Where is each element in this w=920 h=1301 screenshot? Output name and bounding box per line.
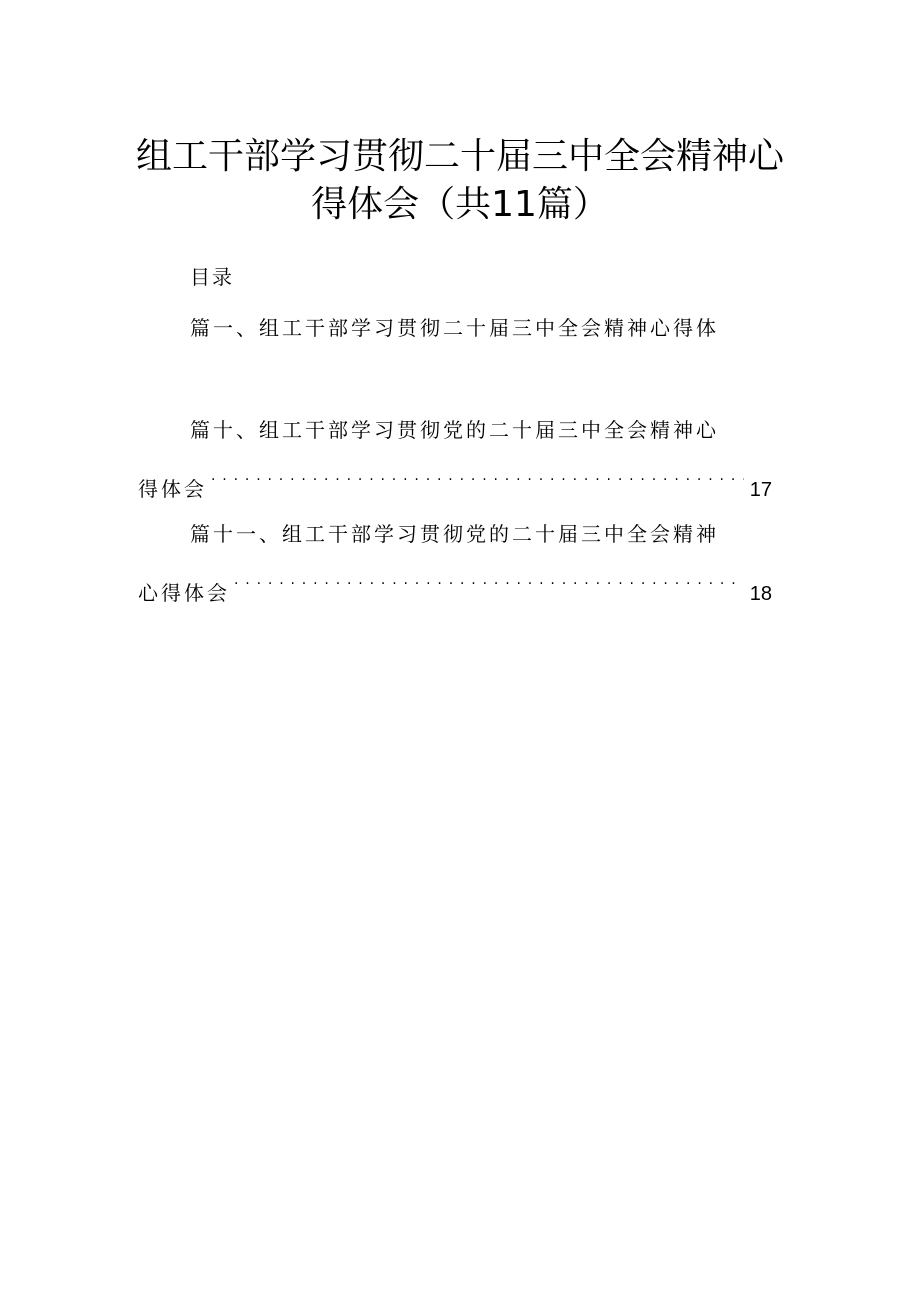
toc-dot-leader — [234, 572, 744, 600]
toc-entry-11-text[interactable]: 篇十一、组工干部学习贯彻党的二十届三中全会精神 — [190, 522, 719, 546]
toc-entry-11-page-number: 18 — [749, 583, 772, 605]
toc-entry-11-continuation[interactable] — [138, 572, 772, 608]
toc-entry-1-text[interactable]: 篇一、组工干部学习贯彻二十届三中全会精神心得体 — [190, 316, 719, 340]
toc-entry-10-text-cont: 得体会 — [138, 477, 207, 501]
toc-entry-10-text[interactable]: 篇十、组工干部学习贯彻党的二十届三中全会精神心 — [190, 418, 719, 442]
document-title-line-2: 得体会（共11篇） — [311, 184, 609, 225]
toc-dot-leader — [211, 468, 744, 496]
toc-heading: 目录 — [190, 265, 234, 289]
toc-entry-10-continuation[interactable] — [138, 468, 772, 504]
toc-entry-10-page-number: 17 — [749, 479, 772, 501]
toc-entry-11-text-cont: 心得体会 — [138, 581, 230, 605]
document-title-line-1: 组工干部学习贯彻二十届三中全会精神心 — [135, 136, 784, 177]
